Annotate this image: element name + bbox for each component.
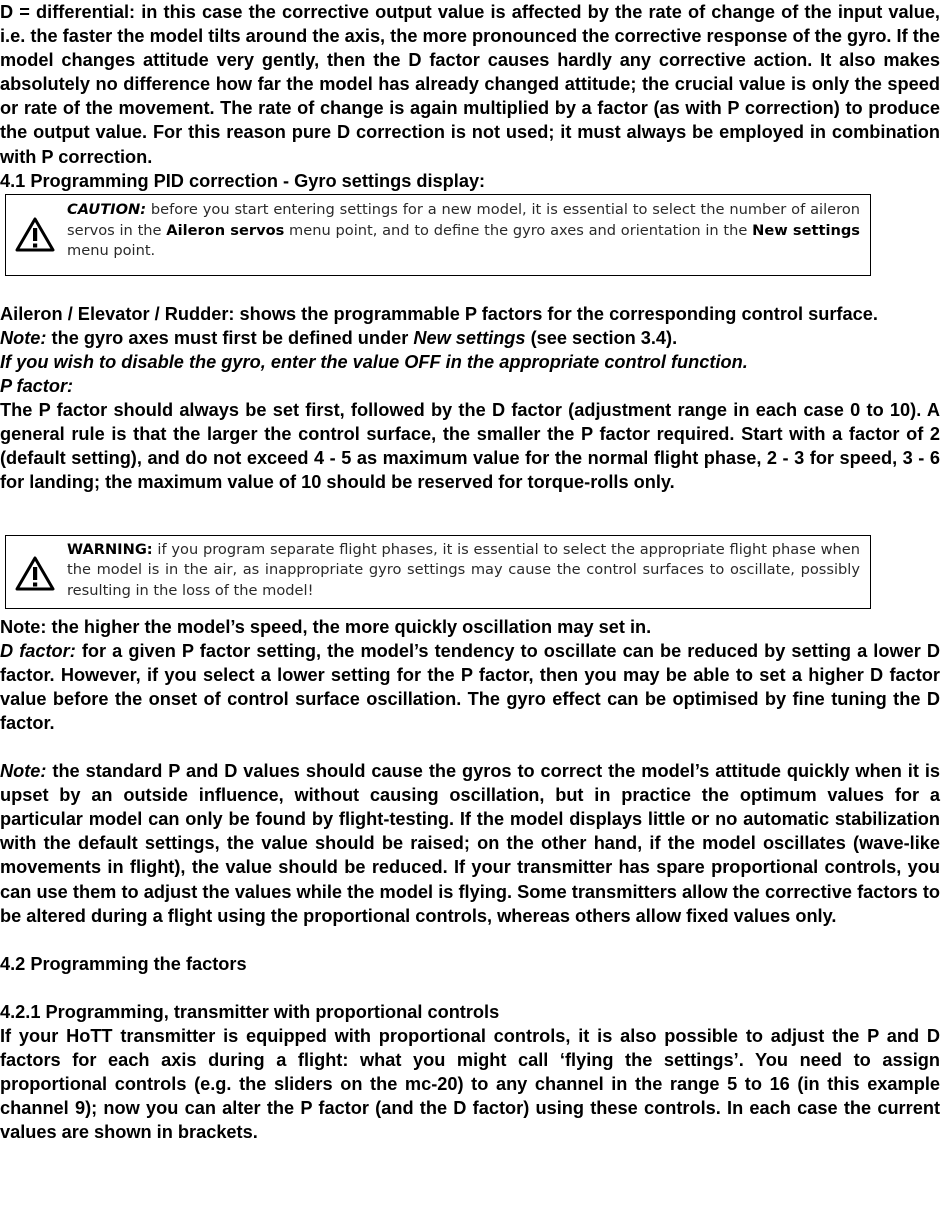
disable-gyro-text: If you wish to disable the gyro, enter the value OFF in the appropriate control function.: [0, 351, 748, 372]
warning-triangle-icon: [15, 217, 55, 253]
note1-text-b: (see section 3.4).: [525, 327, 678, 348]
note2-text: the standard P and D values should cause the gyros to correct the model’s attitude quickly when it is upset by an outside influence, without causing oscillation, but in practice the optimum values for a particular model can only be found by flight-testing. If the model displays little or no automatic stabilization with the default settings, the value should be raised; on the other hand, if the model oscillates (wave-like movements in flight), the value should be reduced. If your transmitter has spare proportional controls, you can use them to adjust the values while the model is flying. Some transmitters allow the corrective factors to be altered during a flight using the proportional controls, whereas others allow fixed values only.: [0, 761, 940, 926]
note-gyro-axes: [0, 326, 940, 350]
d-factor-label: D factor:: [0, 640, 76, 661]
note1-text-a: the gyro axes must first be defined under: [46, 327, 414, 348]
section-4-1-heading: 4.1 Programming PID correction - Gyro settings display:: [0, 170, 486, 191]
warning-triangle-icon: [15, 556, 55, 592]
section-4-2-heading: 4.2 Programming the factors: [0, 953, 247, 974]
note-standard-values: [0, 759, 940, 928]
warning-box: [5, 535, 871, 609]
intro-d-paragraph: [0, 0, 940, 169]
caution-text-b: menu point, and to define the gyro axes and orientation in the: [284, 221, 753, 239]
d-factor-text: for a given P factor setting, the model’s tendency to oscillate can be reduced by setting a lower D factor. However, if you select a lower setting for the P factor, then you may be able to set a higher D factor value before the onset of control surface oscillation. The gyro effect can be optimised by fine tuning the D factor.: [0, 640, 940, 733]
note-speed: Note: the higher the model’s speed, the more quickly oscillation may set in.: [0, 616, 652, 637]
p-factor-label: [0, 374, 940, 398]
warning-text: if you program separate flight phases, it is essential to select the appropriate flight phase when the model is in the air, as inappropriate gyro settings may cause the control surfaces to oscillate, possibly resulting in the loss of the model!: [67, 540, 860, 600]
d-text: differential: in this case the corrective output value is affected by the rate of change of the input value, i.e. the faster the model tilts around the axis, the more pronounced the corrective response of the gyro. If the model changes attitude very gently, then the D factor causes hardly any corrective action. It also makes absolutely no difference how far the model has already changed attitude; the crucial value is only the speed or rate of the movement. The rate of change is again multiplied by a factor (as with P correction) to produce the output value. For this reason pure D correction is not used; it must always be employed in combination with P correction.: [0, 2, 940, 167]
section-4-2-1-heading: 4.2.1 Programming, transmitter with proportional controls: [0, 1002, 500, 1022]
warning-message: [67, 540, 860, 602]
p-factor-paragraph: The P factor should always be set first, followed by the D factor (adjustment range in each case 0 to 10). A general rule is that the larger the control surface, the smaller the P factor required. Start with a factor of 2 (default setting), and do not exceed 4 - 5 as maximum value for the normal flight phase, 2 - 3 for speed, 3 - 6 for landing; the maximum value of 10 should be reserved for torque-rolls only.: [0, 400, 940, 493]
disable-gyro-note: [0, 350, 940, 374]
warning-keyword: WARNING:: [67, 540, 153, 558]
menu-new-settings: New settings: [752, 221, 860, 239]
p-factor-label-text: P factor:: [0, 376, 74, 397]
caution-keyword: CAUTION:: [67, 200, 147, 218]
caution-text-a: before you start entering settings for a new model, it is essential to select the number of aileron servos in the: [67, 200, 860, 239]
menu-aileron-servos: Aileron servos: [166, 221, 285, 239]
d-factor-paragraph: [0, 639, 940, 735]
new-settings-ref: New settings: [413, 327, 526, 348]
section-4-2-1-paragraph: If your HoTT transmitter is equipped with proportional controls, it is also possible to adjust the P and D factors for each axis during a flight: what you might call ‘flying the settings’. You need to assign proportional controls (e.g. the sliders on the mc-20) to any channel in the range 5 to 16 (in this example channel 9); now you can alter the P factor (and the D factor) using these controls. In each case the current values are shown in brackets.: [0, 1026, 940, 1143]
note-label: Note:: [0, 327, 47, 348]
aileron-paragraph: Aileron / Elevator / Rudder: shows the programmable P factors for the corresponding control surface.: [0, 303, 878, 324]
d-label: D =: [0, 2, 37, 22]
caution-box: [5, 194, 871, 276]
caution-message: [67, 200, 860, 262]
note2-label: Note:: [0, 761, 47, 782]
caution-text-c: menu point.: [67, 242, 156, 260]
